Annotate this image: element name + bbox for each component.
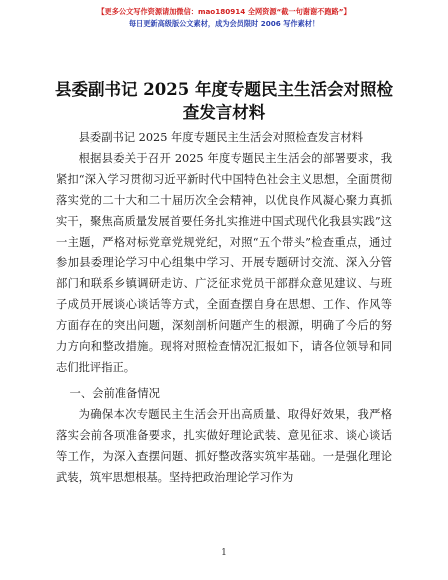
body-paragraph-1: 根据县委关于召开 2025 年度专题民主生活会的部署要求，我紧扣“深入学习贯彻习近平新时代中国特色社会主义思想，全面贯彻落实党的二十大和二十届历次全会精神，以优良作风凝心聚力真抓实干，聚焦高质量发展首要任务扎实推进中国式现代化我县实践”这一主题，严格对标党章党规党纪，对照“五个带头”检查重点，通过参加县委理论学习中心组集中学习、开展专题研讨交流、深入分管部门和联系乡镇调研走访、广泛征求党员干部群众意见建议、与班子成员开展谈心谈话等方式，全面查摆自身在思想、工作、作风等方面存在的突出问题，深刻剖析问题产生的根源，明确了今后的努力方向和整改措施。现将对照检查情况汇报如下，请各位领导和同志们批评指正。 [56,151,392,374]
section-paragraph-1: 为确保本次专题民主生活会开出高质量、取得好效果，我严格落实会前各项准备要求，扎实做好理论武装、意见征求、谈心谈话等工作，为深入查摆问题、抓好整改落实筑牢基础。一是强化理论武装，筑牢思想根基。坚持把政治理论学习作为 [56,407,392,484]
promo-banner [0,6,448,30]
promo-banner-line-2: 每日更新高级版公文素材，成为会员限时 2006 写作素材！ [128,19,320,28]
page-number: 1 [221,548,227,558]
promo-banner-line-1: 【更多公文写作资源请加微信：mao180914 全网资源“截一句谢谢不跑路”】 [97,7,351,16]
section-heading: 一、会前准备情况 [69,386,160,400]
document-subtitle: 县委副书记 2025 年度专题民主生活会对照检查发言材料 [78,131,364,144]
document-body [56,128,392,488]
document-title: 县委副书记 2025 年度专题民主生活会对照检查发言材料 [55,80,393,122]
